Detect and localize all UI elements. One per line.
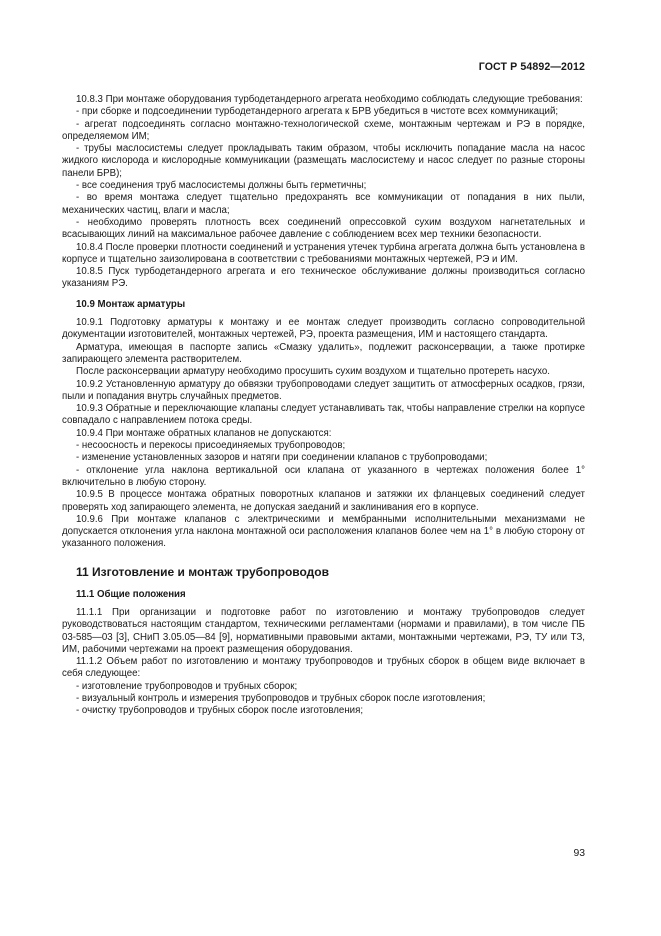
paragraph: 11.1.2 Объем работ по изготовлению и монтажу трубопроводов и трубных сборок в общем виде включает в себя следующее: [62,656,585,680]
paragraph: - трубы маслосистемы следует прокладывать таким образом, чтобы исключить попадание масла на насос жидкого кислорода и кислородные коммуникации (размещать маслосистему и насос следует по разные стороны панели БРВ); [62,143,585,179]
paragraph: - отклонение угла наклона вертикальной оси клапана от указанного в чертежах положения более 1° включительно в любую сторону. [62,464,585,488]
paragraph: Арматура, имеющая в паспорте запись «Смазку удалить», подлежит расконсервации, а также протирке запирающего элемента растворителем. [62,341,585,365]
paragraph: - изготовление трубопроводов и трубных сборок; [76,680,298,692]
paragraph: - все соединения труб маслосистемы должны быть герметичны; [76,180,367,192]
paragraph: - несоосность и перекосы присоединяемых трубопроводов; [76,440,346,452]
chapter-heading: 11 Изготовление и монтаж трубопроводов [76,564,330,579]
paragraph: 10.8.4 После проверки плотности соединений и устранения утечек турбина агрегата должна быть установлена в корпусе и тщательно заизолирована в соответствии с требованиями монтажных чертежей, РЭ и ИМ. [62,241,585,265]
paragraph: 10.9.6 При монтаже клапанов с электрическими и мембранными исполнительными механизмами не допускается отклонения угла наклона монтажной оси расположения клапанов более чем на 1° в любую сторону от указанного положения. [62,513,585,550]
paragraph: - во время монтажа следует тщательно предохранять все коммуникации от попадания в них пыли, механических частиц, влаги и масла; [62,192,585,216]
paragraph: 10.9.4 При монтаже обратных клапанов не допускаются: [76,427,332,439]
paragraph: 10.9.3 Обратные и переключающие клапаны следует устанавливать так, чтобы направление стрелки на корпусе совпадало с направлением потока среды. [62,403,585,427]
paragraph: 10.9.2 Установленную арматуру до обвязки трубопроводами следует защитить от атмосферных осадков, грязи, пыли и попадания внутрь случайных предметов. [62,378,585,402]
paragraph: - агрегат подсоединять согласно монтажно-технологической схеме, монтажным чертежам и РЭ в порядке, определяемом ИМ; [62,118,585,142]
paragraph: - визуальный контроль и измерения трубопроводов и трубных сборок после изготовления; [76,693,486,705]
paragraph: 10.9.1 Подготовку арматуры к монтажу и ее монтаж следует производить согласно сопроводительной документации изготовителей, монтажных чертежей, РЭ, проекта размещения, ИМ и настоящего стандарта. [62,317,585,341]
section-heading: 10.9 Монтаж арматуры [76,298,186,310]
paragraph: - при сборке и подсоединении турбодетандерного агрегата к БРВ убедиться в чистоте всех коммуникаций; [76,106,559,118]
paragraph: 11.1.1 При организации и подготовке работ по изготовлению и монтажу трубопроводов следует руководствоваться настоящим стандартом, техническими регламентами (нормами и правилами), в том числе ПБ 03-585—03 [3], СНиП 3.05.05—84 [9], нормативными правовыми актами, монтажными чертежами, РЭ, ТУ или ТЗ, ИМ, рабочими чертежами на проект размещения оборудования. [62,606,585,655]
page-body [62,94,585,718]
paragraph: - очистку трубопроводов и трубных сборок после изготовления; [76,705,364,717]
paragraph: После расконсервации арматуру необходимо просушить сухим воздухом и тщательно протереть насухо. [76,366,550,378]
standard-number-header: ГОСТ Р 54892—2012 [478,61,585,73]
section-heading: 11.1 Общие положения [76,588,186,600]
paragraph: 10.8.3 При монтаже оборудования турбодетандерного агрегата необходимо соблюдать следующие требования: [76,94,583,105]
page-number: 93 [573,848,585,859]
paragraph: 10.8.5 Пуск турбодетандерного агрегата и его техническое обслуживание должны производиться согласно указаниям РЭ. [62,266,585,290]
paragraph: - изменение установленных зазоров и натяги при соединении клапанов с трубопроводами; [76,452,488,464]
paragraph: - необходимо проверять плотность всех соединений опрессовкой сухим воздухом нагнетательных и всасывающих линий на максимальное рабочее давление с соблюдением всех мер техники безопасности. [62,216,585,241]
paragraph: 10.9.5 В процессе монтажа обратных поворотных клапанов и затяжки их фланцевых соединений следует проверять ход запирающего элемента, не допуская заеданий и заклинивания его в корпусе. [62,489,585,513]
